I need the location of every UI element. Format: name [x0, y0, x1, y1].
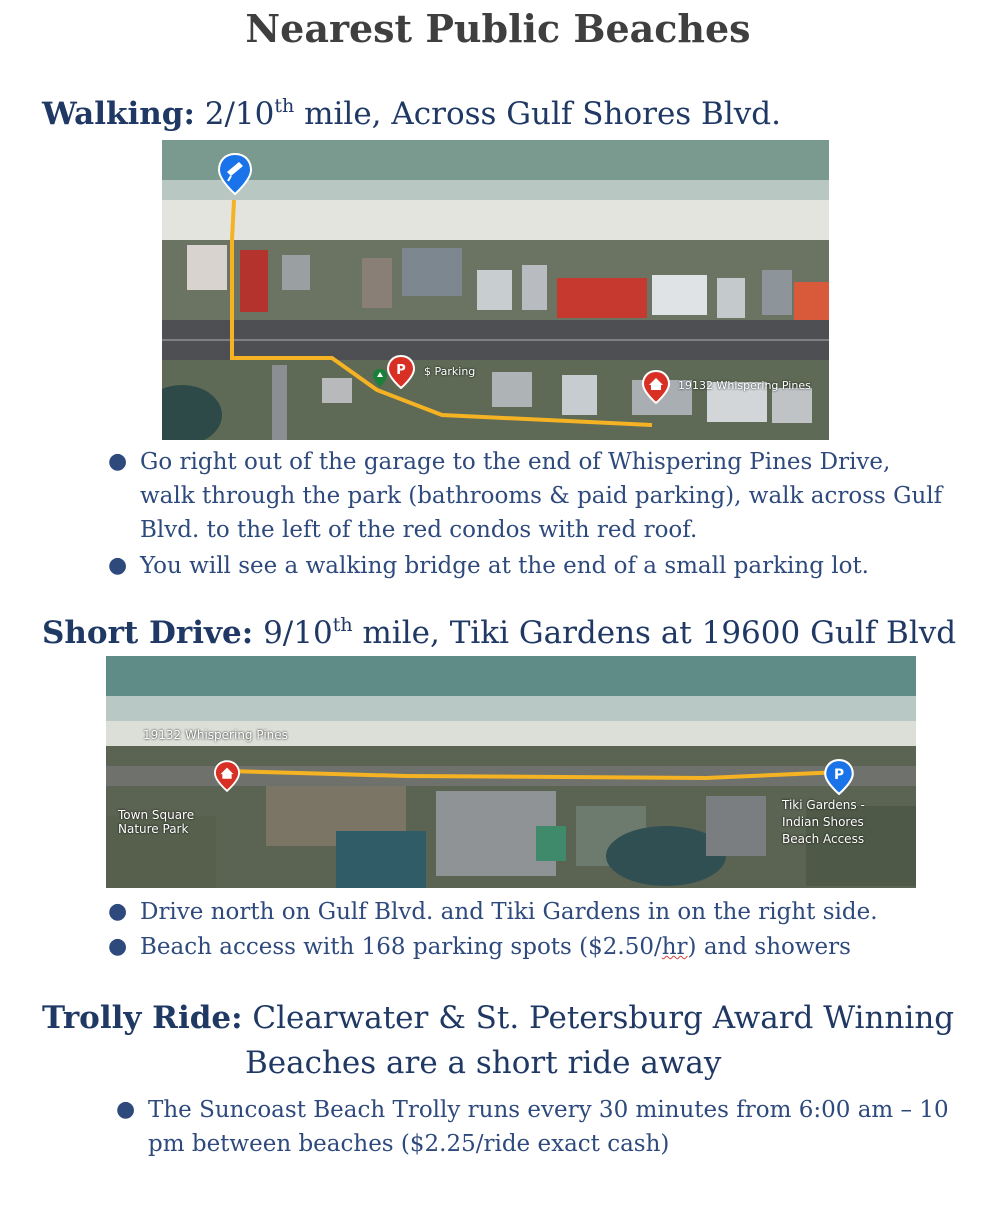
bullet-icon: ●	[108, 934, 128, 959]
walking-map	[162, 140, 829, 440]
short-drive-heading	[42, 615, 956, 651]
trolly-heading	[42, 1000, 954, 1036]
park-map-label: Town Square Nature Park	[118, 808, 195, 836]
trolly-line-2: Beaches are a short ride away	[245, 1045, 722, 1081]
svg-text:P: P	[833, 767, 845, 784]
home-map-label: 19132 Whispering Pines	[143, 728, 288, 742]
home-pin-icon[interactable]	[214, 760, 240, 792]
short-drive-map	[106, 656, 916, 888]
walking-distance-suffix: th	[274, 95, 295, 117]
parking-pin-icon[interactable]	[387, 355, 415, 389]
bullet-icon: ●	[108, 449, 128, 474]
list-item: ● Drive north on Gulf Blvd. and Tiki Gardens in on the right side.	[106, 895, 946, 929]
beach-pin-icon[interactable]	[217, 152, 253, 196]
list-item: ● Go right out of the garage to the end of Whispering Pines Drive, walk through the park (bathrooms & paid parking), walk across Gulf Blvd. to the left of the red condos with red roof.	[106, 445, 946, 547]
trolly-line-1: Clearwater & St. Petersburg Award Winning	[242, 1000, 955, 1036]
list-item: ● You will see a walking bridge at the end of a small parking lot.	[106, 549, 946, 583]
home-pin-icon[interactable]	[642, 370, 670, 404]
short-drive-distance-suffix: th	[332, 614, 353, 636]
short-drive-label: Short Drive:	[42, 615, 254, 651]
home-map-label: 19132 Whispering Pines	[678, 379, 811, 392]
bullet-icon: ●	[116, 1097, 136, 1122]
destination-map-label: Tiki Gardens - Indian Shores Beach Access	[782, 798, 865, 846]
walking-description: mile, Across Gulf Shores Blvd.	[294, 96, 781, 132]
park-pin-icon	[372, 368, 388, 388]
walking-label: Walking:	[42, 96, 195, 132]
trolly-bullets	[114, 1093, 954, 1161]
list-item: ● The Suncoast Beach Trolly runs every 30 minutes from 6:00 am – 10 pm between beaches ($2.25/ride exact cash)	[114, 1093, 954, 1161]
bullet-icon: ●	[108, 899, 128, 924]
walking-distance: 2/10	[194, 96, 275, 132]
parking-pin-icon[interactable]	[824, 759, 854, 795]
page-title: Nearest Public Beaches	[245, 6, 751, 51]
parking-map-label: $ Parking	[424, 365, 476, 378]
svg-text:P: P	[396, 363, 406, 378]
trolly-label: Trolly Ride:	[42, 1000, 243, 1036]
walking-bullets	[106, 445, 946, 583]
short-drive-distance: 9/10	[253, 615, 333, 651]
bullet-icon: ●	[108, 553, 128, 578]
short-drive-bullets	[106, 895, 946, 964]
list-item: ● Beach access with 168 parking spots ($2.50/hr) and showers	[106, 930, 946, 964]
short-drive-description: mile, Tiki Gardens at 19600 Gulf Blvd	[352, 615, 957, 651]
walking-heading	[42, 96, 781, 132]
